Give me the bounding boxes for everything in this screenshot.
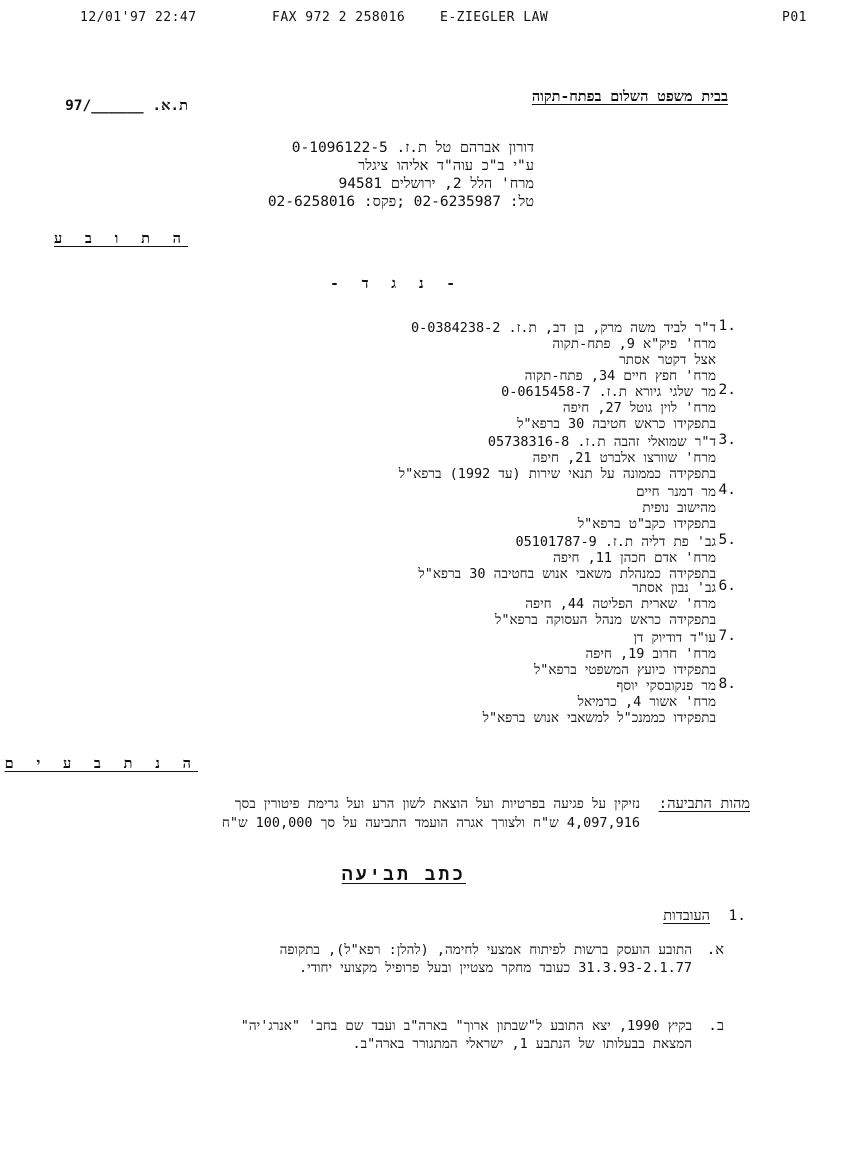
defendant-line: בתפקידו כממנכ"ל למשאבי אנוש ברפא"ל	[482, 710, 716, 726]
fax-number: FAX 972 2 258016	[272, 10, 406, 25]
paragraph-line: התובע הועסק ברשות לפיתוח אמצעי לחימה, (להלן: רפא"ל), בתקופה	[279, 942, 692, 958]
paragraph-line: בקיץ 1990, יצא התובע ל"שבתון ארוך" בארה"ב ועבד שם בחב' "אנרג'יה"	[240, 1018, 692, 1034]
claim-nature-label: מהות התביעה:	[658, 796, 750, 812]
defendant-line: מהישוב נופית	[642, 500, 716, 516]
case-number: ת.א. ______/97	[65, 98, 188, 114]
defendant-line: בתפקידה כראש מנהל העסוקה ברפא"ל	[495, 612, 716, 628]
defendant-line: ד"ר לביד משה מרק, בן דב, ת.ז. 0-0384238-2	[410, 320, 716, 336]
defendant-line: מרח' אדם חכהן 11, חיפה	[553, 550, 716, 566]
defendant-line: מרח' פיק"א 9, פתח-תקוה	[552, 336, 716, 352]
defendant-line: עו"ד דודיוק דן	[633, 630, 716, 646]
court-name: בבית משפט השלום בפתח-תקוה	[531, 89, 728, 105]
section-number: 1.	[728, 908, 746, 924]
plaintiff-line: מרח' הלל 2, ירושלים 94581	[338, 176, 534, 192]
document-title: כתב תביעה	[341, 864, 466, 885]
defendant-line: בתפקידה כמנהלת משאבי אנוש בחטיבה 30 ברפא"ל	[418, 566, 716, 582]
paragraph-marker: ב.	[708, 1018, 724, 1034]
defendant-line: אצל דקטר אסתר	[619, 352, 716, 368]
defendant-number: 5.	[718, 532, 736, 548]
defendant-line: גב' פת דליה ת.ז. 05101787-9	[515, 534, 716, 550]
defendant-number: 3.	[718, 432, 736, 448]
section-heading: העובדות	[663, 908, 710, 924]
fax-datetime: 12/01'97 22:47	[80, 10, 197, 25]
fax-page: P01	[782, 10, 807, 25]
versus-label: - נ ג ד -	[330, 276, 462, 292]
defendant-line: מר שלגי גיורא ת.ז. 0-0615458-7	[501, 384, 716, 400]
defendant-number: 6.	[718, 578, 736, 594]
plaintiff-line: ע"י ב"כ עוה"ד אליהו ציגלר	[358, 158, 534, 174]
defendant-number: 4.	[718, 482, 736, 498]
claim-nature-line1: נזיקין על פגיעה בפרטיות ועל הוצאת לשון הרע ועל גרימת פיטורין בסך	[234, 796, 640, 812]
defendant-line: מר דמנר חיים	[636, 484, 716, 500]
defendant-line: מרח' שארית הפליטה 44, חיפה	[525, 596, 716, 612]
claim-nature-line2: 4,097,916 ש"ח ולצורך אגרה הועמד התביעה על סך 100,000 ש"ח	[221, 815, 640, 831]
defendant-number: 2.	[718, 382, 736, 398]
paragraph-line: המצאת בבעלותו של הנתבע 1, ישראלי המתגורר בארה"ב.	[352, 1036, 692, 1052]
defendant-line: בתפקידו כראש חטיבה 30 ברפא"ל	[517, 416, 716, 432]
fax-sender: E-ZIEGLER LAW	[440, 10, 549, 25]
defendant-line: מרח' אשור 4, כרמיאל	[577, 694, 716, 710]
paragraph-line: 31.3.93-2.1.77 כעובד מחקר מצטיין ובעל פרופיל מקצועי יחודי.	[298, 960, 692, 976]
defendant-line: ד"ר שמואלי זהבה ת.ז. 05738316-8	[487, 434, 716, 450]
defendant-line: מרח' לוין גוטל 27, חיפה	[562, 400, 716, 416]
defendant-line: מרח' שוורצו אלברט 21, חיפה	[532, 450, 716, 466]
defendant-line: מרח' חרוב 19, חיפה	[585, 646, 716, 662]
plaintiff-line: דורון אברהם טל ת.ז. 0-1096122-5	[291, 140, 534, 156]
defendant-number: 8.	[718, 676, 736, 692]
defendant-line: גב' נבון אסתר	[632, 580, 716, 596]
plaintiff-label: ה ת ו ב ע	[53, 231, 188, 247]
defendant-line: מר פנקובסקי יוסף	[616, 678, 716, 694]
defendant-line: בתפקידה כממונה על תנאי שירות (עד 1992) ברפא"ל	[398, 466, 716, 482]
defendant-line: מרח' חפץ חיים 34, פתח-תקוה	[524, 368, 716, 384]
defendants-label: ה נ ת ב ע י ם	[4, 756, 198, 772]
defendant-line: בתפקידו כקב"ט ברפא"ל	[577, 516, 716, 532]
paragraph-marker: א.	[706, 942, 724, 958]
defendant-number: 7.	[718, 628, 736, 644]
plaintiff-line: טל: 02-6235987 ;פקס: 02-6258016	[267, 194, 534, 210]
defendant-number: 1.	[718, 318, 736, 334]
defendant-line: בתפקידו כיועץ המשפטי ברפא"ל	[533, 662, 716, 678]
